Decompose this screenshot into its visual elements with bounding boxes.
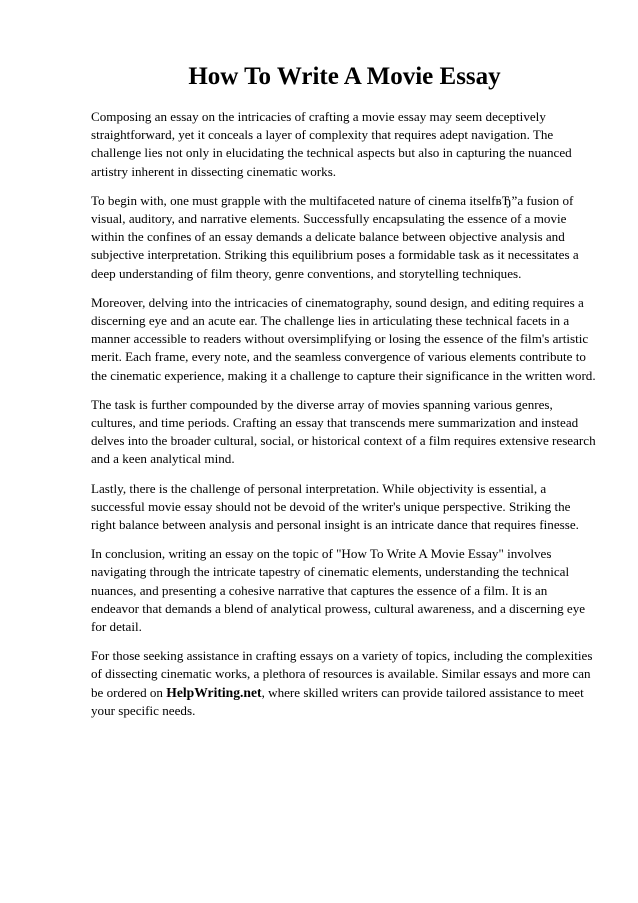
helpwriting-link[interactable]: HelpWriting.net — [166, 684, 262, 700]
paragraph-intro: Composing an essay on the intricacies of crafting a movie essay may seem deceptively straightforward, yet it conceals a layer of complexity that requires adept navigation. The challenge lies not only in elucidating the technical aspects but also in capturing the nuanced artistry inherent in dissecting cinematic works. — [91, 109, 572, 179]
paragraph-closing — [91, 647, 598, 720]
document-title: How To Write A Movie Essay — [188, 63, 501, 90]
paragraph-conclusion: In conclusion, writing an essay on the topic of "How To Write A Movie Essay" involves navigating through the intricate tapestry of cinematic elements, understanding the technical nuances, and presenting a cohesive narrative that captures the essence of a film. It is an endeavor that demands a blend of analytical prowess, cultural awareness, and a discerning eye for detail. — [91, 546, 586, 635]
paragraph-interpretation: Lastly, there is the challenge of personal interpretation. While objectivity is essential, a successful movie essay should not be devoid of the writer's unique perspective. Striking the right balance between analysis and personal insight is an intricate dance that requires finesse. — [91, 480, 579, 533]
paragraph-technical-aspects: Moreover, delving into the intricacies of cinematography, sound design, and editing requires a discerning eye and an acute ear. The challenge lies in articulating these technical facets in a manner accessible to readers without oversimplifying or losing the essence of the film's artistic merit. Each frame, every note, and the seamless convergence of various elements contribute to the cinematic experience, making it a challenge to capture their significance in the written word. — [91, 294, 596, 383]
document-body — [91, 108, 598, 720]
closing-text-before: For those seeking assistance in crafting essays on a variety of topics, including the complexities of dissecting cinematic works, a plethora of resources is available. Similar essays and more can be ordered on — [91, 648, 593, 700]
paragraph-cinema-nature: To begin with, one must grapple with the multifaceted nature of cinema itselfвЂ”a fusion of visual, auditory, and narrative elements. Successfully encapsulating the essence of a movie within the confines of an essay demands a delicate balance between objective analysis and subjective interpretation. Striking this equilibrium poses a formidable task as it necessitates a deep understanding of film theory, genre conventions, and storytelling techniques. — [91, 192, 579, 281]
paragraph-diverse-movies: The task is further compounded by the diverse array of movies spanning various genres, cultures, and time periods. Crafting an essay that transcends mere summarization and instead delves into the broader cultural, social, or historical context of a film requires extensive research and a keen analytical mind. — [91, 396, 596, 467]
closing-text-after: , where skilled writers can provide tailored assistance to meet your specific needs. — [91, 684, 584, 718]
